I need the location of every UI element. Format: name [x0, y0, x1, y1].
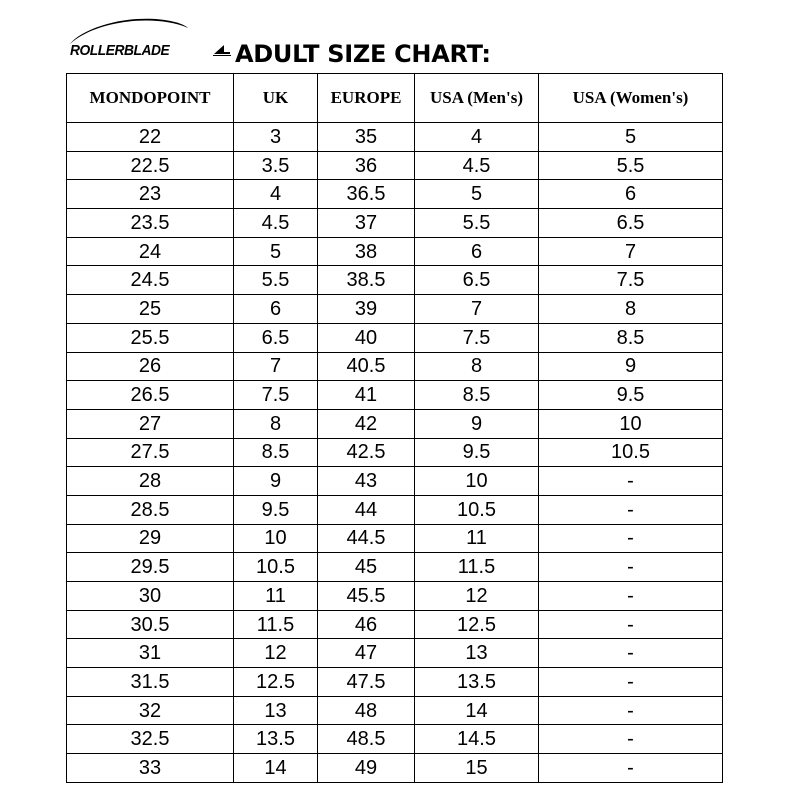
cell-usa-womens: - — [539, 553, 723, 582]
cell-usa-mens: 6 — [415, 237, 539, 266]
cell-usa-womens: 8.5 — [539, 323, 723, 352]
table-row — [67, 668, 723, 697]
table-row — [67, 495, 723, 524]
table-row — [67, 295, 723, 324]
cell-europe: 36 — [318, 151, 415, 180]
cell-europe: 49 — [318, 754, 415, 783]
cell-usa-womens: 5.5 — [539, 151, 723, 180]
table-row — [67, 266, 723, 295]
cell-europe: 44.5 — [318, 524, 415, 553]
cell-mondopoint: 30 — [67, 582, 234, 611]
table-row — [67, 409, 723, 438]
cell-usa-womens: - — [539, 610, 723, 639]
cell-europe: 48.5 — [318, 725, 415, 754]
table-row — [67, 696, 723, 725]
cell-usa-womens: - — [539, 754, 723, 783]
cell-mondopoint: 24.5 — [67, 266, 234, 295]
cell-europe: 43 — [318, 467, 415, 496]
header-europe: EUROPE — [318, 74, 415, 123]
cell-europe: 36.5 — [318, 180, 415, 209]
cell-mondopoint: 32 — [67, 696, 234, 725]
cell-uk: 8 — [234, 409, 318, 438]
cell-mondopoint: 22 — [67, 123, 234, 152]
cell-usa-mens: 11 — [415, 524, 539, 553]
logo-wordmark: ROLLERBLADE — [70, 42, 170, 59]
cell-mondopoint: 32.5 — [67, 725, 234, 754]
cell-mondopoint: 33 — [67, 754, 234, 783]
cell-usa-mens: 8 — [415, 352, 539, 381]
table-row — [67, 524, 723, 553]
cell-usa-mens: 12 — [415, 582, 539, 611]
cell-usa-mens: 12.5 — [415, 610, 539, 639]
cell-usa-mens: 7.5 — [415, 323, 539, 352]
table-row — [67, 438, 723, 467]
cell-mondopoint: 25.5 — [67, 323, 234, 352]
cell-uk: 8.5 — [234, 438, 318, 467]
cell-usa-womens: - — [539, 668, 723, 697]
cell-europe: 47.5 — [318, 668, 415, 697]
cell-usa-womens: - — [539, 524, 723, 553]
cell-usa-womens: - — [539, 582, 723, 611]
rollerblade-logo — [66, 14, 236, 59]
cell-europe: 42 — [318, 409, 415, 438]
cell-usa-mens: 7 — [415, 295, 539, 324]
cell-uk: 10 — [234, 524, 318, 553]
header-usa-womens: USA (Women's) — [539, 74, 723, 123]
cell-usa-womens: - — [539, 639, 723, 668]
table-row — [67, 209, 723, 238]
cell-mondopoint: 29.5 — [67, 553, 234, 582]
cell-mondopoint: 22.5 — [67, 151, 234, 180]
table-row — [67, 582, 723, 611]
cell-usa-mens: 6.5 — [415, 266, 539, 295]
cell-europe: 38 — [318, 237, 415, 266]
cell-europe: 41 — [318, 381, 415, 410]
cell-uk: 6.5 — [234, 323, 318, 352]
cell-usa-mens: 14.5 — [415, 725, 539, 754]
cell-usa-mens: 13 — [415, 639, 539, 668]
cell-uk: 11 — [234, 582, 318, 611]
cell-usa-womens: - — [539, 725, 723, 754]
cell-europe: 40.5 — [318, 352, 415, 381]
cell-usa-womens: - — [539, 495, 723, 524]
table-row — [67, 725, 723, 754]
cell-usa-womens: 9 — [539, 352, 723, 381]
cell-mondopoint: 23.5 — [67, 209, 234, 238]
cell-usa-womens: - — [539, 467, 723, 496]
cell-mondopoint: 27.5 — [67, 438, 234, 467]
cell-usa-mens: 15 — [415, 754, 539, 783]
cell-uk: 12.5 — [234, 668, 318, 697]
table-row — [67, 323, 723, 352]
cell-uk: 3.5 — [234, 151, 318, 180]
cell-uk: 9 — [234, 467, 318, 496]
size-chart-table — [66, 73, 723, 783]
header-usa-mens: USA (Men's) — [415, 74, 539, 123]
cell-uk: 5.5 — [234, 266, 318, 295]
cell-usa-mens: 5 — [415, 180, 539, 209]
cell-usa-womens: 7.5 — [539, 266, 723, 295]
table-row — [67, 754, 723, 783]
header-uk: UK — [234, 74, 318, 123]
cell-usa-womens: 6 — [539, 180, 723, 209]
cell-europe: 45 — [318, 553, 415, 582]
cell-usa-mens: 8.5 — [415, 381, 539, 410]
header-mondopoint: MONDOPOINT — [67, 74, 234, 123]
cell-mondopoint: 29 — [67, 524, 234, 553]
cell-mondopoint: 24 — [67, 237, 234, 266]
cell-mondopoint: 25 — [67, 295, 234, 324]
cell-usa-mens: 9 — [415, 409, 539, 438]
cell-usa-mens: 13.5 — [415, 668, 539, 697]
cell-uk: 14 — [234, 754, 318, 783]
table-header-row — [67, 74, 723, 123]
cell-mondopoint: 30.5 — [67, 610, 234, 639]
cell-europe: 40 — [318, 323, 415, 352]
cell-usa-womens: 10.5 — [539, 438, 723, 467]
logo-skate-icon — [212, 44, 232, 56]
cell-europe: 35 — [318, 123, 415, 152]
table-row — [67, 237, 723, 266]
cell-europe: 48 — [318, 696, 415, 725]
cell-uk: 11.5 — [234, 610, 318, 639]
cell-usa-womens: 10 — [539, 409, 723, 438]
table-row — [67, 467, 723, 496]
cell-mondopoint: 26.5 — [67, 381, 234, 410]
cell-europe: 45.5 — [318, 582, 415, 611]
cell-uk: 13 — [234, 696, 318, 725]
cell-uk: 3 — [234, 123, 318, 152]
cell-usa-womens: 5 — [539, 123, 723, 152]
cell-europe: 46 — [318, 610, 415, 639]
cell-uk: 4.5 — [234, 209, 318, 238]
table-row — [67, 352, 723, 381]
cell-europe: 37 — [318, 209, 415, 238]
cell-usa-mens: 4.5 — [415, 151, 539, 180]
cell-usa-womens: 6.5 — [539, 209, 723, 238]
cell-mondopoint: 28.5 — [67, 495, 234, 524]
table-row — [67, 151, 723, 180]
cell-europe: 39 — [318, 295, 415, 324]
cell-usa-mens: 10 — [415, 467, 539, 496]
cell-europe: 42.5 — [318, 438, 415, 467]
cell-usa-mens: 4 — [415, 123, 539, 152]
cell-mondopoint: 31 — [67, 639, 234, 668]
table-row — [67, 639, 723, 668]
cell-usa-womens: 8 — [539, 295, 723, 324]
cell-mondopoint: 27 — [67, 409, 234, 438]
cell-europe: 38.5 — [318, 266, 415, 295]
cell-europe: 44 — [318, 495, 415, 524]
cell-mondopoint: 23 — [67, 180, 234, 209]
table-row — [67, 381, 723, 410]
cell-usa-mens: 5.5 — [415, 209, 539, 238]
cell-mondopoint: 26 — [67, 352, 234, 381]
cell-usa-mens: 9.5 — [415, 438, 539, 467]
cell-uk: 6 — [234, 295, 318, 324]
cell-uk: 7.5 — [234, 381, 318, 410]
cell-uk: 5 — [234, 237, 318, 266]
cell-uk: 10.5 — [234, 553, 318, 582]
cell-uk: 13.5 — [234, 725, 318, 754]
page-title: ADULT SIZE CHART: — [235, 40, 491, 68]
cell-usa-mens: 11.5 — [415, 553, 539, 582]
cell-uk: 12 — [234, 639, 318, 668]
cell-usa-womens: 7 — [539, 237, 723, 266]
cell-usa-womens: 9.5 — [539, 381, 723, 410]
cell-uk: 4 — [234, 180, 318, 209]
table-body — [67, 123, 723, 783]
table-row — [67, 123, 723, 152]
cell-mondopoint: 31.5 — [67, 668, 234, 697]
table-row — [67, 553, 723, 582]
cell-mondopoint: 28 — [67, 467, 234, 496]
cell-usa-mens: 14 — [415, 696, 539, 725]
cell-usa-mens: 10.5 — [415, 495, 539, 524]
cell-uk: 9.5 — [234, 495, 318, 524]
cell-uk: 7 — [234, 352, 318, 381]
table-row — [67, 610, 723, 639]
cell-europe: 47 — [318, 639, 415, 668]
table-row — [67, 180, 723, 209]
cell-usa-womens: - — [539, 696, 723, 725]
